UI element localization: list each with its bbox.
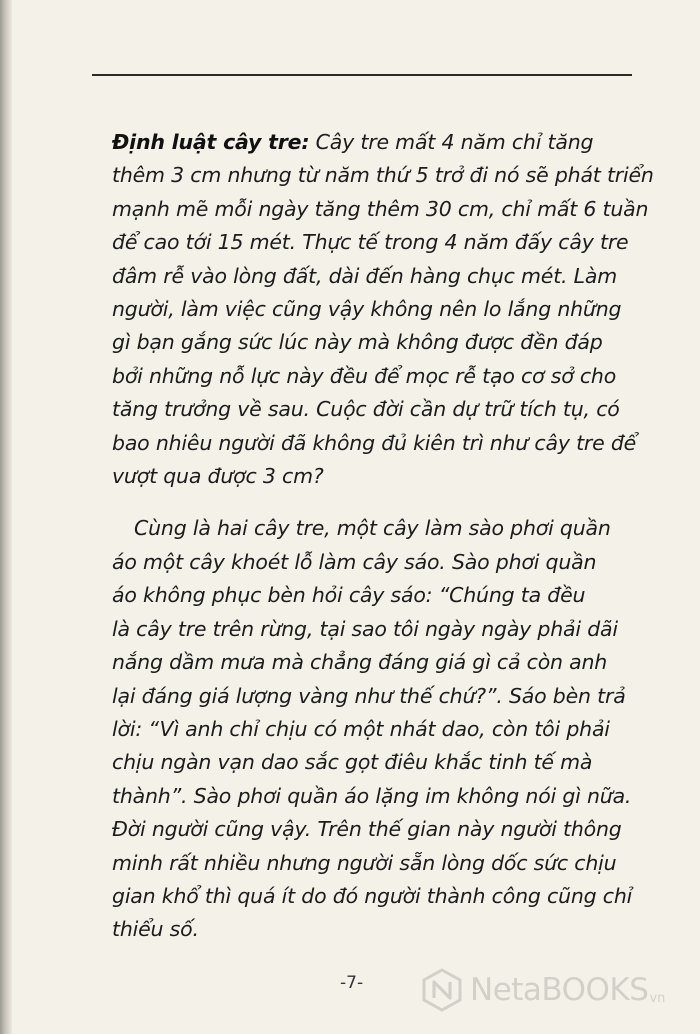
lead-heading: Định luật cây tre:	[112, 130, 310, 154]
paragraph-line: gì bạn gắng sức lúc này mà không được đền đáp	[112, 330, 603, 355]
paragraph-line: áo một cây khoét lỗ làm cây sáo. Sào phơi quần	[112, 549, 597, 574]
paragraph-line: đâm rễ vào lòng đất, dài đến hàng chục mét. Làm	[112, 263, 618, 288]
page-number: -7-	[340, 973, 364, 993]
paragraph-line: lời: “Vì anh chỉ chịu có một nhát dao, còn tôi phải	[112, 716, 610, 741]
paragraph-line: Định luật cây tre: Cây tre mất 4 năm chỉ tăng	[112, 130, 594, 154]
paragraph-line: chịu ngàn vạn dao sắc gọt điêu khắc tinh tế mà	[112, 750, 593, 775]
paragraph-line: thiểu số.	[112, 917, 199, 942]
neta-logo-icon	[420, 968, 464, 1012]
paragraph-line: người, làm việc cũng vậy không nên lo lắng những	[112, 297, 622, 322]
paragraph-line: để cao tới 15 mét. Thực tế trong 4 năm đấy cây tre	[112, 230, 629, 255]
paragraph-line: lại đáng giá lượng vàng như thế chứ?”. Sáo bèn trả	[112, 683, 626, 708]
paragraph-line: gian khổ thì quá ít do đó người thành công cũng chỉ	[112, 883, 633, 908]
paragraph-line: thành”. Sào phơi quần áo lặng im không nói gì nữa.	[112, 783, 632, 808]
page-body	[112, 126, 654, 947]
paragraph-bamboo-law	[112, 126, 654, 493]
paragraph-line: tăng trưởng về sau. Cuộc đời cần dự trữ tích tụ, có	[112, 397, 620, 422]
header-rule	[92, 74, 632, 76]
paragraph-line: áo không phục bèn hỏi cây sáo: “Chúng ta đều	[112, 583, 586, 608]
paragraph-line: minh rất nhiều nhưng người sẵn lòng dốc sức chịu	[112, 850, 617, 875]
paragraph-line: mạnh mẽ mỗi ngày tăng thêm 30 cm, chỉ mất 6 tuần	[112, 196, 649, 221]
paragraph-two-bamboos	[112, 512, 632, 946]
paragraph-line: bởi những nỗ lực này đều để mọc rễ tạo cơ sở cho	[112, 363, 617, 388]
watermark	[420, 968, 665, 1012]
book-spine-shadow	[0, 0, 12, 1034]
paragraph-line: vượt qua được 3 cm?	[112, 464, 324, 489]
paragraph-line: thêm 3 cm nhưng từ năm thứ 5 trở đi nó sẽ phát triển	[112, 163, 654, 188]
paragraph-line: Đời người cũng vậy. Trên thế gian này người thông	[112, 817, 622, 842]
watermark-text: NetaBOOKS	[470, 972, 649, 1008]
paragraph-line: nắng dầm mưa mà chẳng đáng giá gì cả còn anh	[112, 650, 608, 675]
paragraph-line: bao nhiêu người đã không đủ kiên trì như cây tre để	[112, 430, 637, 455]
watermark-suffix: vn	[649, 991, 666, 1006]
paragraph-line: Cùng là hai cây tre, một cây làm sào phơi quần	[134, 516, 611, 541]
paragraph-line: là cây tre trên rừng, tại sao tôi ngày ngày phải dãi	[112, 616, 618, 641]
